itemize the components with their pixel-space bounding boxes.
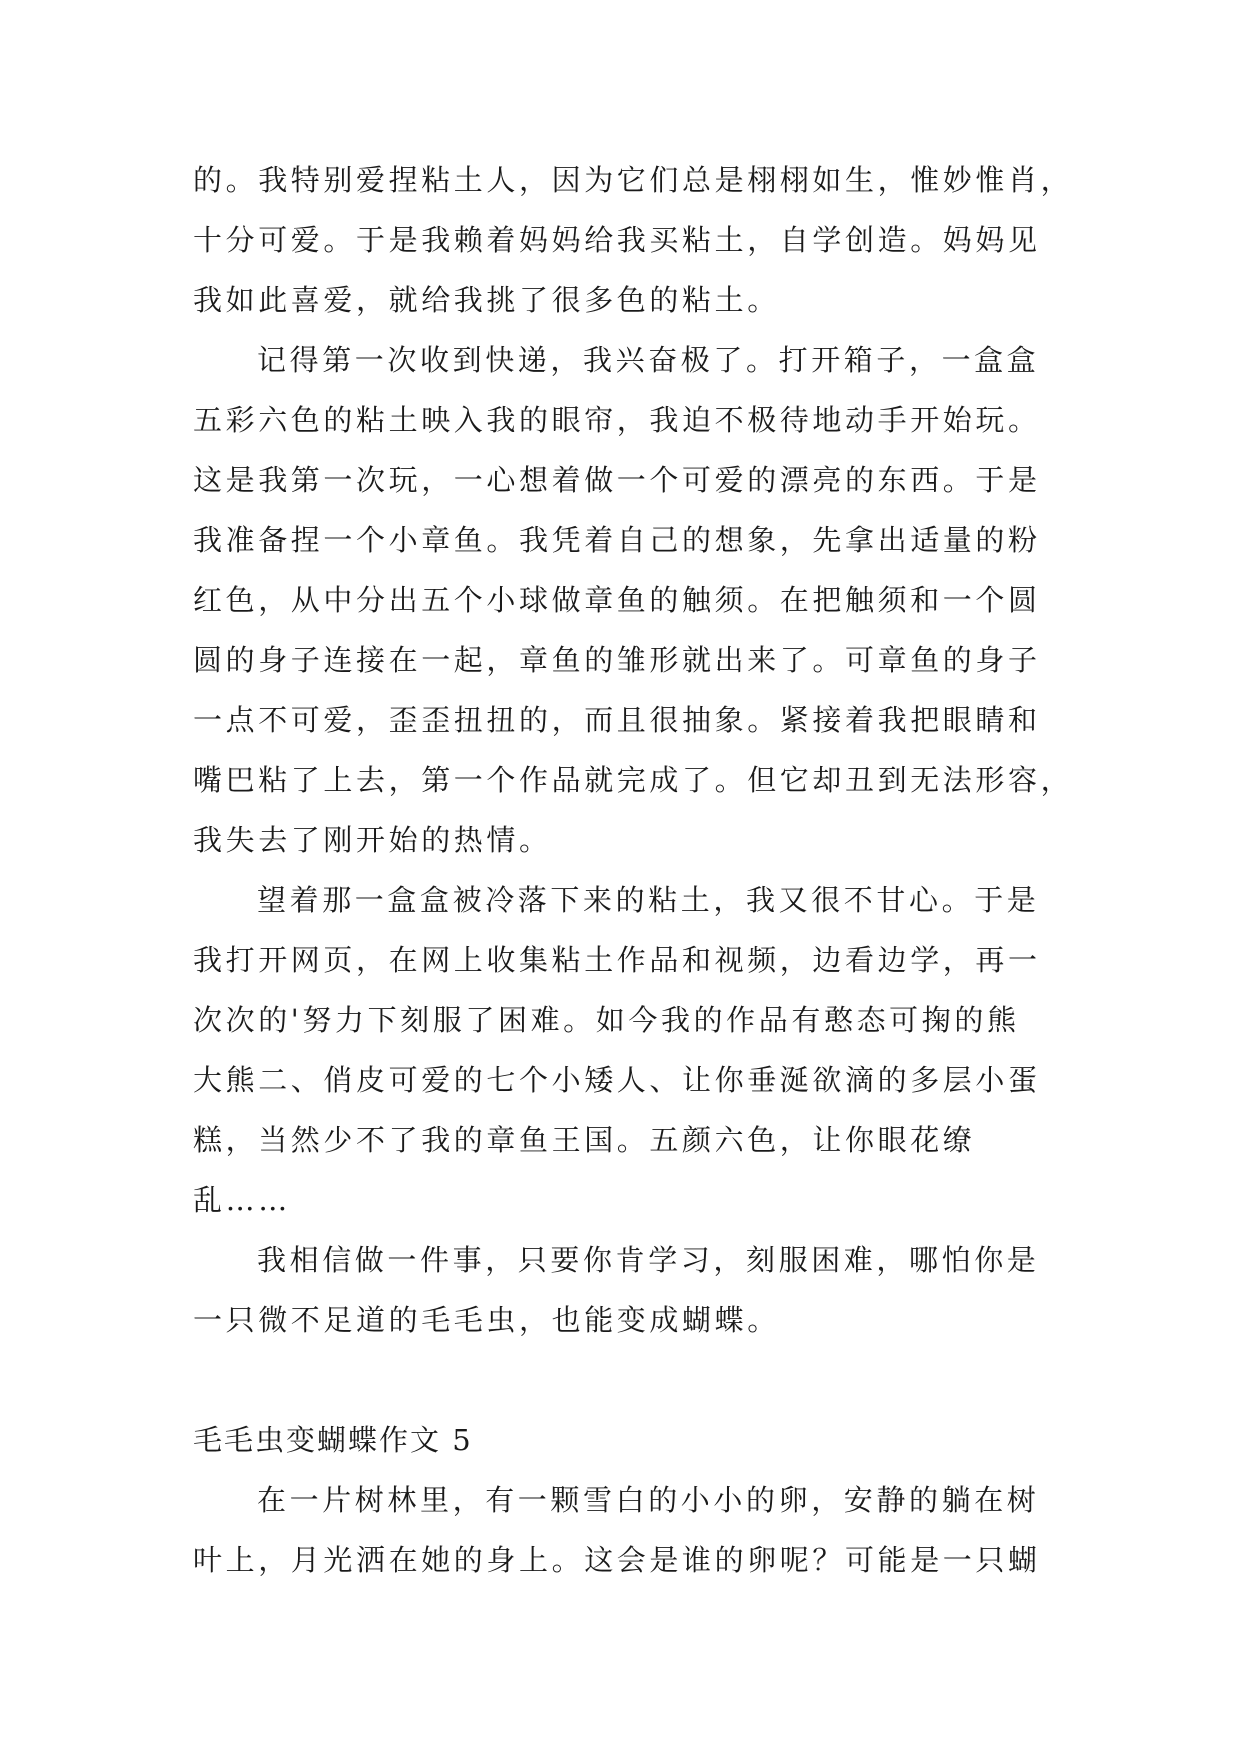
text-line: 这是我第一次玩，一心想着做一个可爱的漂亮的东西。于是: [193, 463, 1041, 497]
text-line: 望着那一盒盒被冷落下来的粘土，我又很不甘心。于是: [257, 883, 1040, 917]
paragraph-4: [193, 1230, 1053, 1350]
paragraph-5: [193, 1470, 1053, 1590]
paragraph-2: [193, 330, 1074, 870]
text-line: 我准备捏一个小章鱼。我凭着自己的想象，先拿出适量的粉: [193, 523, 1041, 557]
text-line: 我如此喜爱，就给我挑了很多色的粘土。: [193, 283, 780, 317]
document-page: [193, 150, 1074, 1590]
text-line: 圆的身子连接在一起，章鱼的雏形就出来了。可章鱼的身子: [193, 643, 1041, 677]
text-line: 乱……: [193, 1183, 291, 1217]
text-line: 嘴巴粘了上去，第一个作品就完成了。但它却丑到无法形容，: [193, 763, 1074, 797]
section-gap: [193, 1350, 1053, 1410]
text-line: 一点不可爱，歪歪扭扭的，而且很抽象。紧接着我把眼睛和: [193, 703, 1041, 737]
paragraph-1: [193, 150, 1074, 330]
text-line: 我打开网页，在网上收集粘土作品和视频，边看边学，再一: [193, 943, 1041, 977]
text-line: 我失去了刚开始的热情。: [193, 823, 552, 857]
text-line: 十分可爱。于是我赖着妈妈给我买粘土，自学创造。妈妈见: [193, 223, 1041, 257]
text-line: 大熊二、俏皮可爱的七个小矮人、让你垂涎欲滴的多层小蛋: [193, 1063, 1041, 1097]
section-heading: 毛毛虫变蝴蝶作文 5: [193, 1423, 473, 1457]
text-line: 红色，从中分出五个小球做章鱼的触须。在把触须和一个圆: [193, 583, 1041, 617]
text-line: 次次的'努力下刻服了困难。如今我的作品有憨态可掬的熊: [193, 1003, 1020, 1037]
paragraph-3: [193, 870, 1053, 1230]
text-line: 记得第一次收到快递，我兴奋极了。打开箱子，一盒盒: [257, 343, 1040, 377]
text-line: 叶上，月光洒在她的身上。这会是谁的卵呢？可能是一只蝴: [193, 1543, 1041, 1577]
text-line: 五彩六色的粘土映入我的眼帘，我迫不极待地动手开始玩。: [193, 403, 1041, 437]
text-line: 在一片树林里，有一颗雪白的小小的卵，安静的躺在树: [257, 1483, 1040, 1517]
text-line: 的。我特别爱捏粘土人，因为它们总是栩栩如生，惟妙惟肖，: [193, 163, 1074, 197]
text-line: 糕，当然少不了我的章鱼王国。五颜六色，让你眼花缭: [193, 1123, 976, 1157]
text-line: 一只微不足道的毛毛虫，也能变成蝴蝶。: [193, 1303, 780, 1337]
text-line: 我相信做一件事，只要你肯学习，刻服困难，哪怕你是: [257, 1243, 1040, 1277]
